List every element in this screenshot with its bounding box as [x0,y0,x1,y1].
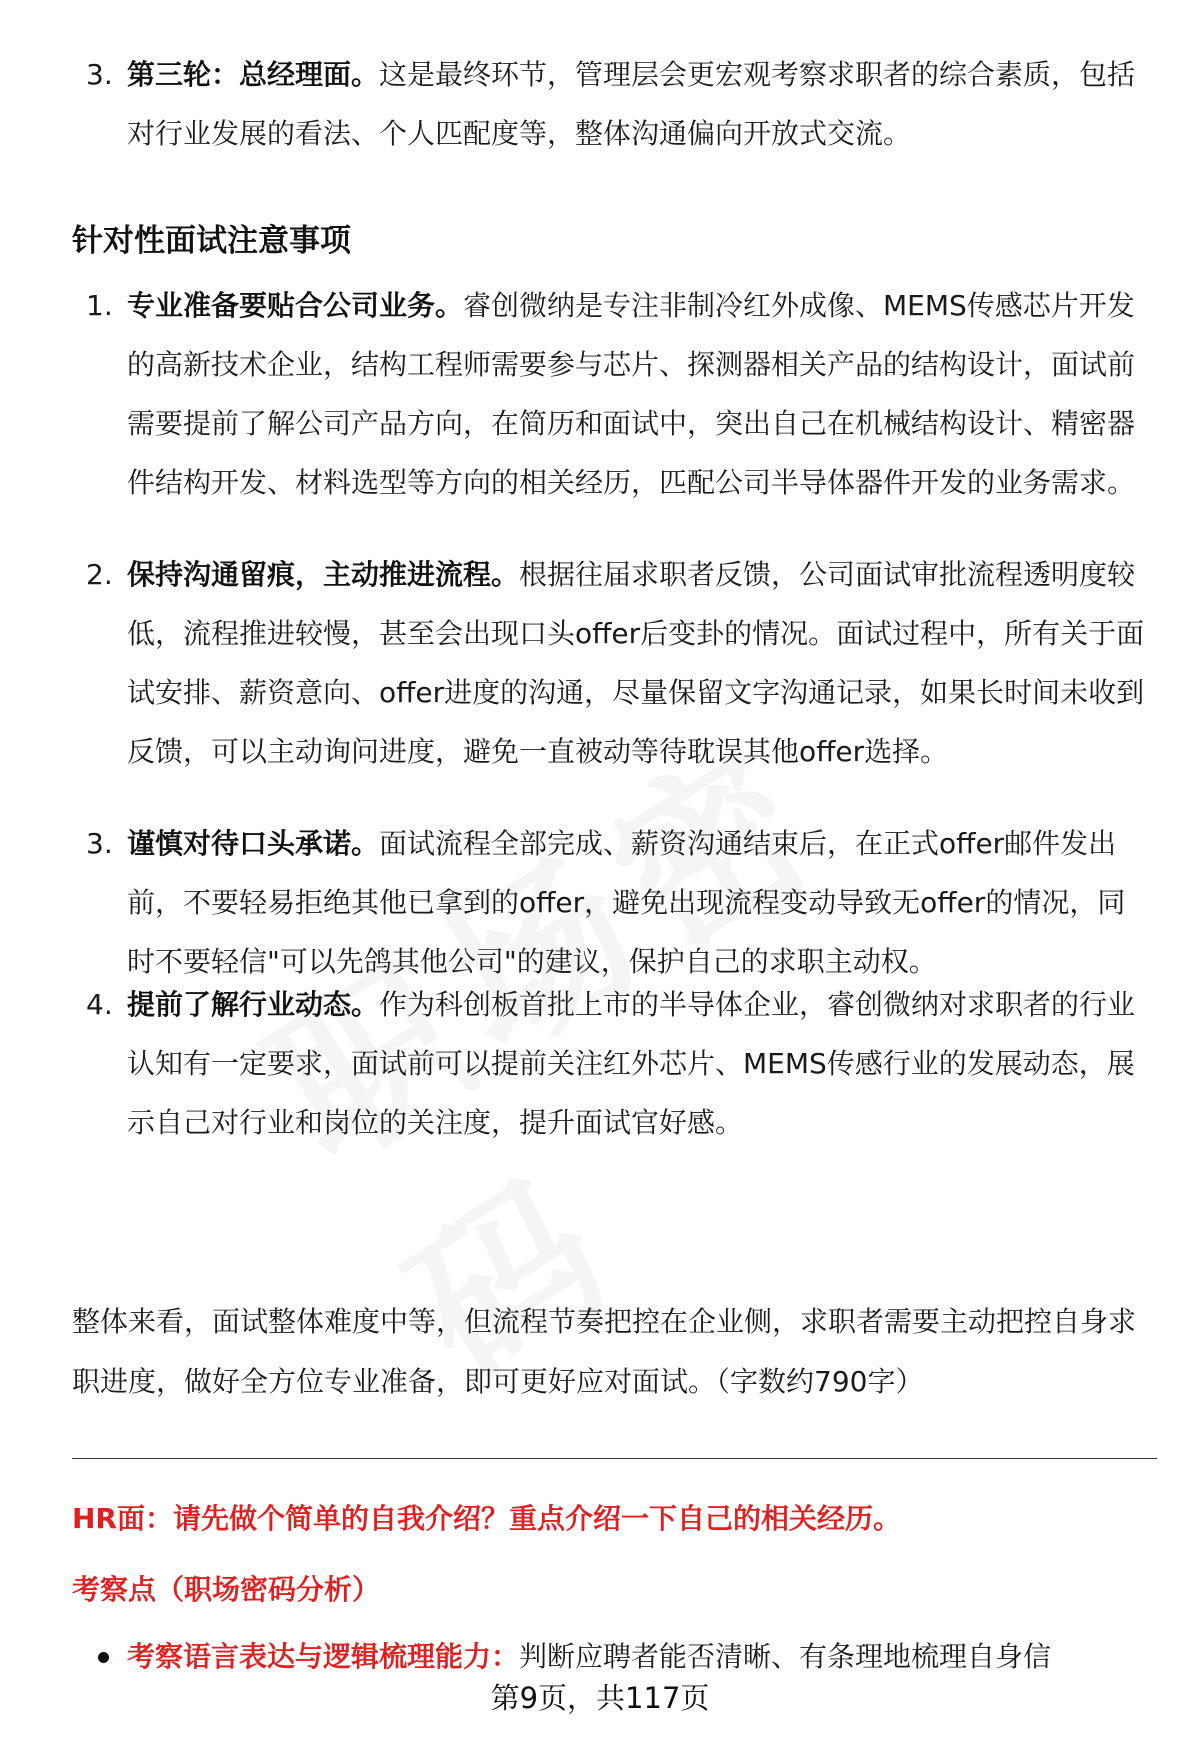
item-body: 面试流程全部完成、薪资沟通结束后，在正式offer邮件发出前，不要轻易拒绝其他已拿到的offer，避免出现流程变动导致无offer的情况，同时不要轻信"可以先鸽其他公司"的建议，保护自己的求职主动权。 [127,827,1126,978]
list-item [72,975,1152,1152]
hr-question-heading: HR面：请先做个简单的自我介绍？重点介绍一下自己的相关经历。 [72,1502,901,1535]
list-text [127,45,1152,163]
bullet-item [72,1640,1157,1674]
item-lead: 提前了解行业动态。 [127,988,380,1021]
bullet-text [127,1640,1051,1674]
item-body: 根据往届求职者反馈，公司面试审批流程透明度较低，流程推进较慢，甚至会出现口头offer后变卦的情况。面试过程中，所有关于面试安排、薪资意向、offer进度的沟通，尽量保留文字沟通记录，如果长时间未收到反馈，可以主动询问进度，避免一直被动等待耽误其他offer选择。 [127,558,1145,768]
item-body: 睿创微纳是专注非制冷红外成像、MEMS传感芯片开发的高新技术企业，结构工程师需要参与芯片、探测器相关产品的结构设计，面试前需要提前了解公司产品方向，在简历和面试中，突出自己在机械结构设计、精密器件结构开发、材料选型等方向的相关经历，匹配公司半导体器件开发的业务需求。 [127,289,1136,499]
section-title: 针对性面试注意事项 [72,223,351,259]
list-text [127,975,1152,1152]
list-number: 2. [86,558,113,591]
list-item [72,814,1152,991]
item-lead: 谨慎对待口头承诺。 [127,827,380,860]
list-item [72,545,1152,781]
summary-paragraph: 整体来看，面试整体难度中等，但流程节奏把控在企业侧，求职者需要主动把控自身求职进度，做好全方位专业准备，即可更好应对面试。（字数约790字） [72,1305,1137,1398]
bullet-dot-icon [98,1652,109,1663]
interview-round-item [72,45,1152,163]
item-lead: 保持沟通留痕，主动推进流程。 [127,558,520,591]
list-text [127,276,1152,512]
item-body: 作为科创板首批上市的半导体企业，睿创微纳对求职者的行业认知有一定要求，面试前可以提前关注红外芯片、MEMS传感行业的发展动态，展示自己对行业和岗位的关注度，提升面试官好感。 [127,988,1136,1139]
list-text [127,545,1152,781]
list-number: 4. [86,988,113,1021]
item-body: 这是最终环节，管理层会更宏观考察求职者的综合素质，包括对行业发展的看法、个人匹配度等，整体沟通偏向开放式交流。 [127,58,1136,150]
analysis-heading: 考察点（职场密码分析） [72,1573,381,1606]
page-footer [0,1678,1200,1718]
list-number: 3. [86,58,113,91]
list-number: 1. [86,289,113,322]
item-lead: 专业准备要贴合公司业务。 [127,289,464,322]
list-number: 3. [86,827,113,860]
bullet-lead: 考察语言表达与逻辑梳理能力： [127,1640,520,1673]
item-lead: 第三轮：总经理面。 [127,58,380,91]
list-text [127,814,1152,991]
list-item [72,276,1152,512]
page-number: 第9页，共117页 [485,1681,716,1715]
bullet-body: 判断应聘者能否清晰、有条理地梳理自身信 [519,1640,1052,1673]
divider [72,1458,1157,1459]
